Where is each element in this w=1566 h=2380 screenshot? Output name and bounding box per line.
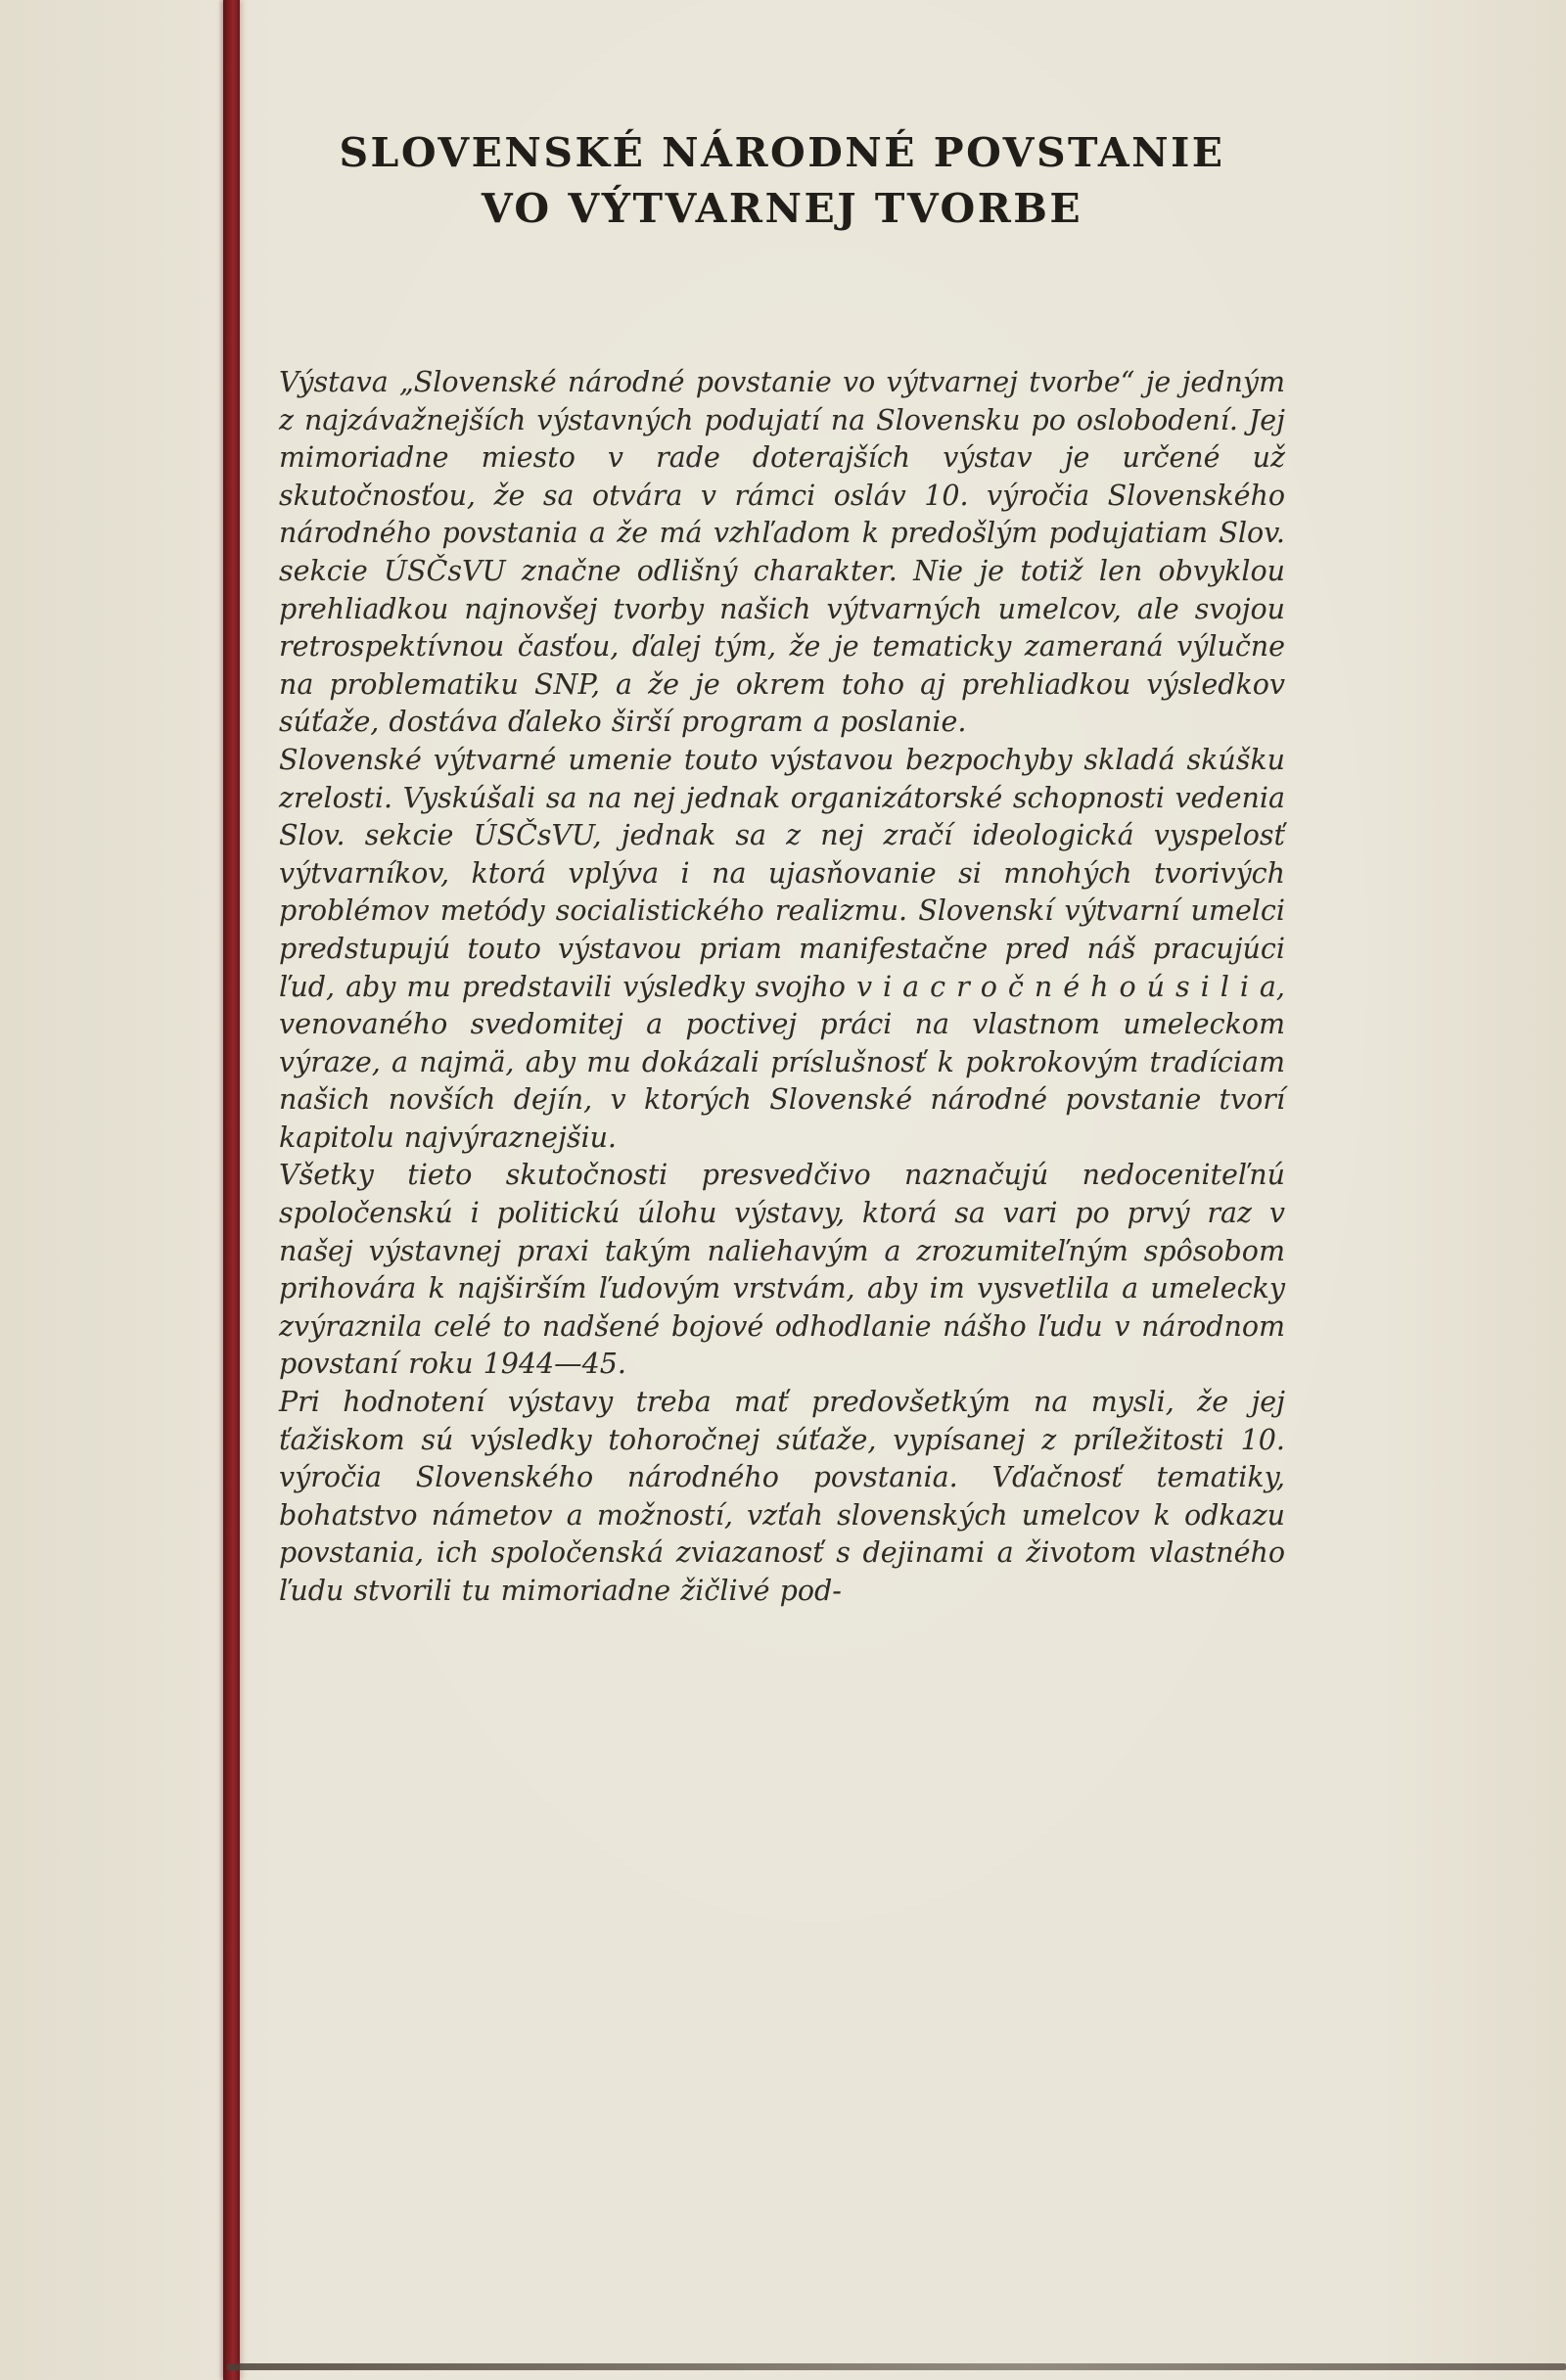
body-text — [279, 364, 1285, 1611]
title-line-1: SLOVENSKÉ NÁRODNÉ POVSTANIE — [339, 129, 1225, 176]
paragraph-4: Pri hodnotení výstavy treba mať predovšetkým na mysli, že jej ťažiskom sú výsledky tohoročnej súťaže, vypísanej z príležitosti 10. výročia Slovenského národného povstania. Vďačnosť tematiky, bohatstvo námetov a možností, vzťah slovenských umelcov k odkazu povstania, ich spoločenská zviazanosť s dejinami a životom vlastného ľudu stvorili tu mimoriadne žičlivé pod- — [279, 1386, 1285, 1607]
paragraph-3: Všetky tieto skutočnosti presvedčivo naznačujú nedoceniteľnú spoločenskú i politickú úlohu výstavy, ktorá sa vari po prvý raz v našej výstavnej praxi takým naliehavým a zrozumiteľným spôsobom prihovára k najširším ľudovým vrstvám, aby im vysvetlila a umelecky zvýraznila celé to nadšené bojové odhodlanie nášho ľudu v národnom povstaní roku 1944—45. — [279, 1159, 1285, 1381]
book-spine-edge — [223, 0, 240, 2380]
page-title — [279, 125, 1285, 237]
paragraph-2: Slovenské výtvarné umenie touto výstavou bezpochyby skladá skúšku zrelosti. Vyskúšali sa na nej jednak organizátorské schopnosti vedenia Slov. sekcie ÚSČsVU, jednak sa z nej zračí ideologická vyspelosť výtvarníkov, ktorá vplýva i na ujasňovanie si mnohých tvorivých problémov metódy socialistického realizmu. Slovenskí výtvarní umelci predstupujú touto výstavou priam manifestačne pred náš pracujúci ľud, aby mu predstavili výsledky svojho v i a c r o č n é h o ú s i l i a, venovaného svedomitej a poctivej práci na vlastnom umeleckom výraze, a najmä, aby mu dokázali príslušnosť k pokrokovým tradíciam našich novších dejín, v ktorých Slovenské národné povstanie tvorí kapitolu najvýraznejšiu. — [279, 743, 1285, 1154]
title-line-2: VO VÝTVARNEJ TVORBE — [481, 185, 1083, 232]
paragraph-1: Výstava „Slovenské národné povstanie vo výtvarnej tvorbe“ je jedným z najzávažnejších výstavných podujatí na Slovensku po oslobodení. Jej mimoriadne miesto v rade doterajších výstav je určené už skutočnosťou, že sa otvára v rámci osláv 10. výročia Slovenského národného povstania a že má vzhľadom k predošlým podujatiam Slov. sekcie ÚSČsVU značne odlišný charakter. Nie je totiž len obvyklou prehliadkou najnovšej tvorby našich výtvarných umelcov, ale svojou retrospektívnou časťou, ďalej tým, že je tematicky zameraná výlučne na problematiku SNP, a že je okrem toho aj prehliadkou výsledkov súťaže, dostáva ďaleko širší program a poslanie. — [279, 366, 1285, 739]
bottom-scan-edge — [227, 2363, 1566, 2370]
